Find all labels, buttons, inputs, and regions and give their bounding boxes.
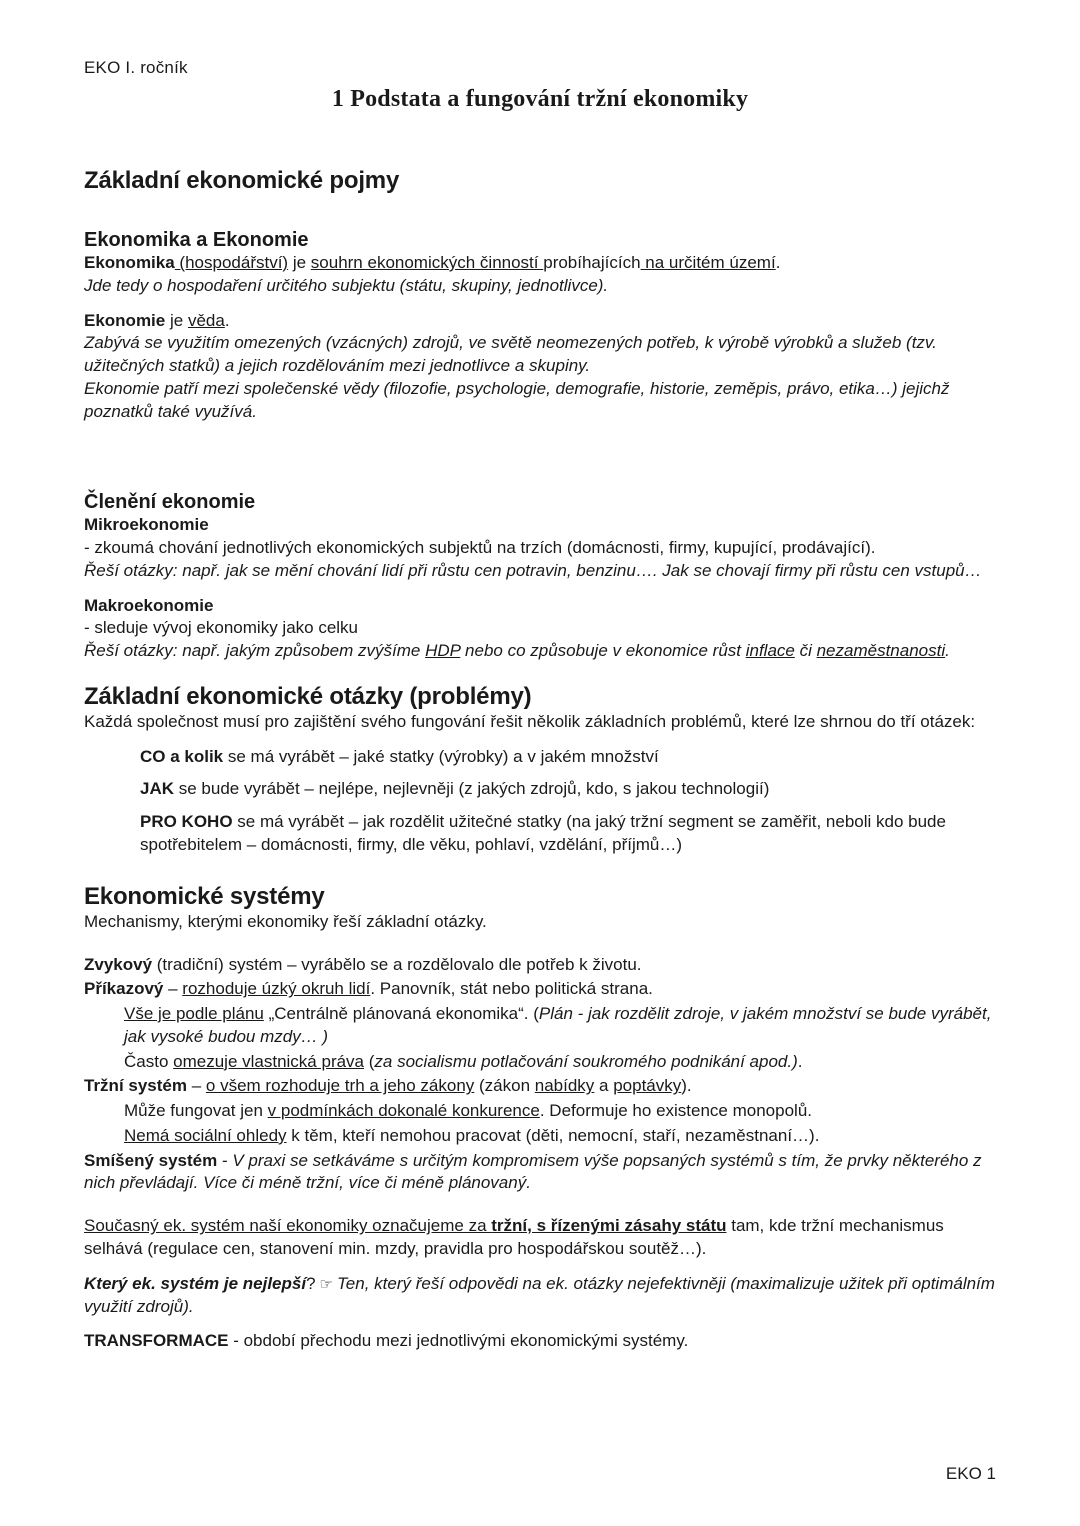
text-period-2: . [224, 310, 230, 330]
term-transformace: TRANSFORMACE [84, 1331, 229, 1351]
text-prikazovy-dash: – [163, 979, 183, 999]
heading-basic-questions: Základní ekonomické otázky (problémy) [84, 682, 532, 710]
question-pro-koho-label: PRO KOHO [140, 812, 233, 832]
paragraph-ktery-system-nejlepsi [84, 1273, 996, 1319]
text-macro-a: Řeší otázky: např. jakým způsobem zvýšíme [84, 641, 426, 661]
text-nema-rest: k těm, kteří nemohou pracovat (děti, nemocní, staří, nezaměstnaní…). [286, 1125, 820, 1145]
text-casto-end: . [797, 1051, 803, 1071]
text-period: . [775, 253, 781, 272]
course-header: EKO I. ročník [84, 58, 188, 77]
text-question-mark: ? [306, 1273, 316, 1293]
heading-economics-and-economy: Ekonomika a Ekonomie [84, 229, 309, 251]
paragraph-zvykovy-system [84, 954, 996, 977]
text-prikazovy-rest: . Panovník, stát nebo politická strana. [370, 979, 653, 999]
text-smiseny-italic: V praxi se setkáváme s určitým kompromisem výše popsaných systémů s tím, že prvky některého z nich převládají. Více či méně tržní, více či méně plánovaný. [84, 1150, 982, 1193]
paragraph-ekonomika-definition [84, 252, 996, 275]
term-inflace: inflace [745, 641, 795, 661]
text-macro-d: . [945, 641, 950, 661]
text-plan-underline: Vše je podle plánu [124, 1004, 264, 1024]
question-jak-label: JAK [140, 779, 175, 799]
term-nabidka: nabídky [534, 1076, 595, 1096]
text-plan-italic: Plán - jak rozdělit zdroje, v jakém množství se bude vyrábět, jak vysoké budou mzdy… ) [124, 1004, 992, 1046]
paragraph-soucasny-system [84, 1215, 996, 1261]
text-macro-c: či [794, 641, 817, 661]
heading-basic-terms: Základní ekonomické pojmy [84, 167, 400, 194]
paragraph-prikazovy-system [84, 978, 996, 1001]
paragraph-ekonomie-scope: Zabývá se využitím omezených (vzácných) zdrojů, ve světě neomezených potřeb, k výrobě výrobků a služeb (tzv. užitečných statků) a jejich rozdělováním mezi jednotlivce a skupiny. [84, 333, 937, 376]
text-nema-underline: Nemá sociální ohledy [124, 1125, 287, 1145]
question-jak [140, 778, 996, 801]
questions-list [140, 746, 996, 857]
paragraph-ekonomie-social-sciences: Ekonomie patří mezi společenské vědy (filozofie, psychologie, demografie, historie, zeměpis, právo, etika…) jejichž poznatků také využívá. [84, 378, 950, 421]
text-veda: věda [187, 310, 225, 330]
paragraph-macroeconomics-questions [84, 640, 996, 663]
text-na-urcitem-uzemi: na určitém území [640, 253, 776, 272]
text-trzni-end: ). [681, 1076, 692, 1096]
term-trzni-system: Tržní systém [84, 1076, 187, 1096]
paragraph-questions-intro: Každá společnost musí pro zajištění svého fungování řešit několik základních problémů, které lze shrnou do tří otázek: [84, 711, 976, 731]
text-muze-b: . Deformuje ho existence monopolů. [539, 1101, 812, 1121]
term-smiseny-system: Smíšený systém [84, 1150, 218, 1170]
paragraph-microeconomics-questions: Řeší otázky: např. jak se mění chování lidí při růstu cen potravin, benzinu…. Jak se chovají firmy při růstu cen vstupů… [84, 560, 982, 580]
heading-economic-systems: Ekonomické systémy [84, 882, 325, 910]
text-plan-rest: „Centrálně plánovaná ekonomika“. ( [263, 1004, 539, 1024]
paragraph-smiseny-system [84, 1150, 996, 1196]
text-smiseny-dash: - [217, 1150, 233, 1170]
text-muze-a: Může fungovat jen [124, 1101, 268, 1121]
paragraph-nema-socialni-ohledy [124, 1125, 996, 1148]
pointing-hand-icon: ☞ [319, 1275, 333, 1293]
text-trzni-dash: – [187, 1076, 206, 1096]
text-trzni-mid-2: (zákon [474, 1076, 535, 1096]
text-je: je [288, 253, 311, 272]
text-soucasny-rest: tam, kde tržní mechanismus selhává (regulace cen, stanovení min. mzdy, pravidla pro hospodářskou soutěž…). [84, 1216, 944, 1258]
paragraph-ekonomie-definition [84, 310, 996, 333]
term-ekonomika-alt: (hospodářství) [174, 253, 289, 272]
term-zvykovy: Zvykový [84, 954, 153, 974]
heading-microeconomics: Mikroekonomie [84, 515, 209, 535]
heading-members-of-economics: Členění ekonomie [84, 491, 256, 514]
text-souhrn-cinnosti: souhrn ekonomických činností [310, 253, 544, 272]
text-casto-italic: za socialismu potlačování soukromého podnikání apod.) [374, 1051, 798, 1071]
page-footer: EKO 1 [945, 1464, 996, 1483]
question-jak-text: se bude vyrábět – nejlépe, nejlevněji (z jakých zdrojů, kdo, s jakou technologií) [174, 779, 770, 799]
paragraph-plan [124, 1003, 996, 1049]
text-soucasny-underline: Současný ek. systém naší ekonomiky označujeme za [84, 1216, 492, 1236]
question-co-a-kolik-text: se má vyrábět – jaké statky (výrobky) a v jakém množství [223, 746, 659, 766]
heading-macroeconomics: Makroekonomie [84, 595, 214, 615]
term-poptavka: poptávky [613, 1076, 682, 1096]
text-trzni-mid-3: a [594, 1076, 614, 1096]
paragraph-ekonomika-note: Jde tedy o hospodaření určitého subjektu (státu, skupiny, jednotlivce). [84, 275, 609, 295]
question-best-system: Který ek. systém je nejlepší [84, 1273, 307, 1293]
text-soucasny-bold-underline: tržní, s řízenými zásahy státu [491, 1216, 727, 1236]
term-ekonomie: Ekonomie [84, 310, 166, 330]
term-ekonomika: Ekonomika [84, 253, 175, 272]
text-transformace-rest: - období přechodu mezi jednotlivými ekonomickými systémy. [228, 1331, 689, 1351]
text-casto-b: ( [364, 1051, 375, 1071]
text-je-2: je [165, 310, 188, 330]
text-casto-underline: omezuje vlastnická práva [173, 1051, 365, 1071]
paragraph-macroeconomics-desc: - sleduje vývoj ekonomiky jako celku [84, 618, 359, 638]
text-prikazovy-underline: rozhoduje úzký okruh lidí [182, 979, 371, 999]
paragraph-microeconomics-desc: - zkoumá chování jednotlivých ekonomických subjektů na trzích (domácnosti, firmy, kupující, prodávající). [84, 538, 876, 558]
text-best-system-answer: Ten, který řeší odpovědi na ek. otázky nejefektivněji (maximalizuje užitek při optimálním využití zdrojů). [84, 1273, 995, 1316]
text-muze-underline: v podmínkách dokonalé konkurence [267, 1101, 540, 1121]
text-zvykovy-rest: (tradiční) systém – vyrábělo se a rozdělovalo dle potřeb k životu. [152, 954, 642, 974]
question-co-a-kolik [140, 746, 996, 769]
paragraph-transformace [84, 1330, 996, 1353]
text-probihajicich: probíhajících [543, 253, 641, 272]
text-macro-b: nebo co způsobuje v ekonomice růst [460, 641, 746, 661]
term-nezamestnanost: nezaměstnanosti [816, 641, 946, 661]
paragraph-muze-fungovat [124, 1100, 996, 1123]
text-trzni-underline-1: o všem rozhoduje trh a jeho zákony [205, 1076, 475, 1096]
term-prikazovy: Příkazový [84, 979, 164, 999]
term-hdp: HDP [425, 641, 461, 661]
question-pro-koho-text: se má vyrábět – jak rozdělit užitečné statky (na jaký tržní segment se zaměřit, neboli kdo bude spotřebitelem – domácnosti, firmy, dle věku, pohlaví, vzdělání, příjmů…) [140, 812, 946, 855]
paragraph-trzni-system [84, 1075, 996, 1098]
paragraph-systems-intro: Mechanismy, kterými ekonomiky řeší základní otázky. [84, 911, 487, 931]
question-co-a-kolik-label: CO a kolik [140, 746, 224, 766]
text-casto-a: Často [124, 1051, 174, 1071]
page-title: 1 Podstata a fungování tržní ekonomiky [331, 86, 749, 112]
question-pro-koho [140, 811, 996, 857]
paragraph-casto [124, 1051, 996, 1074]
